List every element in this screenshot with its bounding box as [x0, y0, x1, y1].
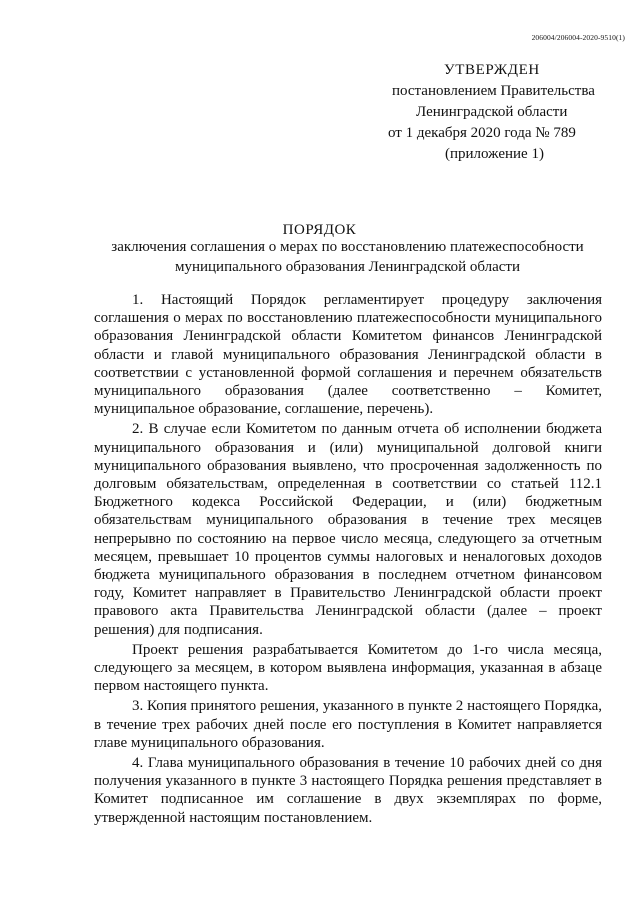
paragraph-2: 2. В случае если Комитетом по данным отчета об исполнении бюджета муниципального образования и (или) муниципальной долговой книги муниципального образования выявлено, что просроченная задолженность по долговым обязательствам, определенная в соответствии со статьей 112.1 Бюджетного кодекса Российской Федерации, и (или) бюджетным обязательствам муниципального образования в течение трех месяцев непрерывно по состоянию на первое число месяца, следующего за отчетным месяцем, превышает 10 процентов суммы налоговых и неналоговых доходов бюджета муниципального образования в последнем отчетном финансовом году, Комитет направляет в Правительство Ленинградской области проект правового акта Правительства Ленинградской области (далее – проект решения) для подписания.: [94, 421, 602, 638]
document-body: [94, 291, 602, 829]
paragraph-1: 1. Настоящий Порядок регламентирует процедуру заключения соглашения о мерах по восстановлению платежеспособности муниципального образования Ленинградской области Комитетом финансов Ленинградской области и главой муниципального образования Ленинградской области в соответствии с установленной формой соглашения и перечнем обязательств муниципального образования (далее соответственно – Комитет, муниципальное образование, соглашение, перечень).: [94, 292, 602, 418]
document-code: 206004/206004-2020-9510(1): [531, 33, 625, 42]
paragraph-3: 3. Копия принятого решения, указанного в пункте 2 настоящего Порядка, в течение трех рабочих дней после его поступления в Комитет направляется главе муниципального образования.: [94, 698, 602, 751]
document-subtitle: заключения соглашения о мерах по восстановлению платежеспособности муниципального образования Ленинградской области: [111, 239, 584, 275]
approval-line-2: Ленинградской области: [416, 104, 568, 120]
document-title: ПОРЯДОК: [282, 222, 357, 238]
paragraph-2-continuation: Проект решения разрабатывается Комитетом до 1-го числа месяца, следующего за месяцем, в котором выявлена информация, указанная в абзаце первом настоящего пункта.: [94, 641, 602, 695]
approval-title: УТВЕРЖДЕН: [444, 62, 540, 78]
paragraph-4: 4. Глава муниципального образования в течение 10 рабочих дней со дня получения указанного в пункте 3 настоящего Порядка решения представляет в Комитет подписанное им соглашение в двух экземплярах по форме, утвержденной настоящим постановлением.: [94, 755, 602, 826]
approval-line-1: постановлением Правительства: [392, 83, 595, 99]
approval-stamp: [388, 60, 628, 165]
approval-line-4: (приложение 1): [445, 146, 544, 162]
approval-line-3: от 1 декабря 2020 года № 789: [388, 125, 576, 141]
